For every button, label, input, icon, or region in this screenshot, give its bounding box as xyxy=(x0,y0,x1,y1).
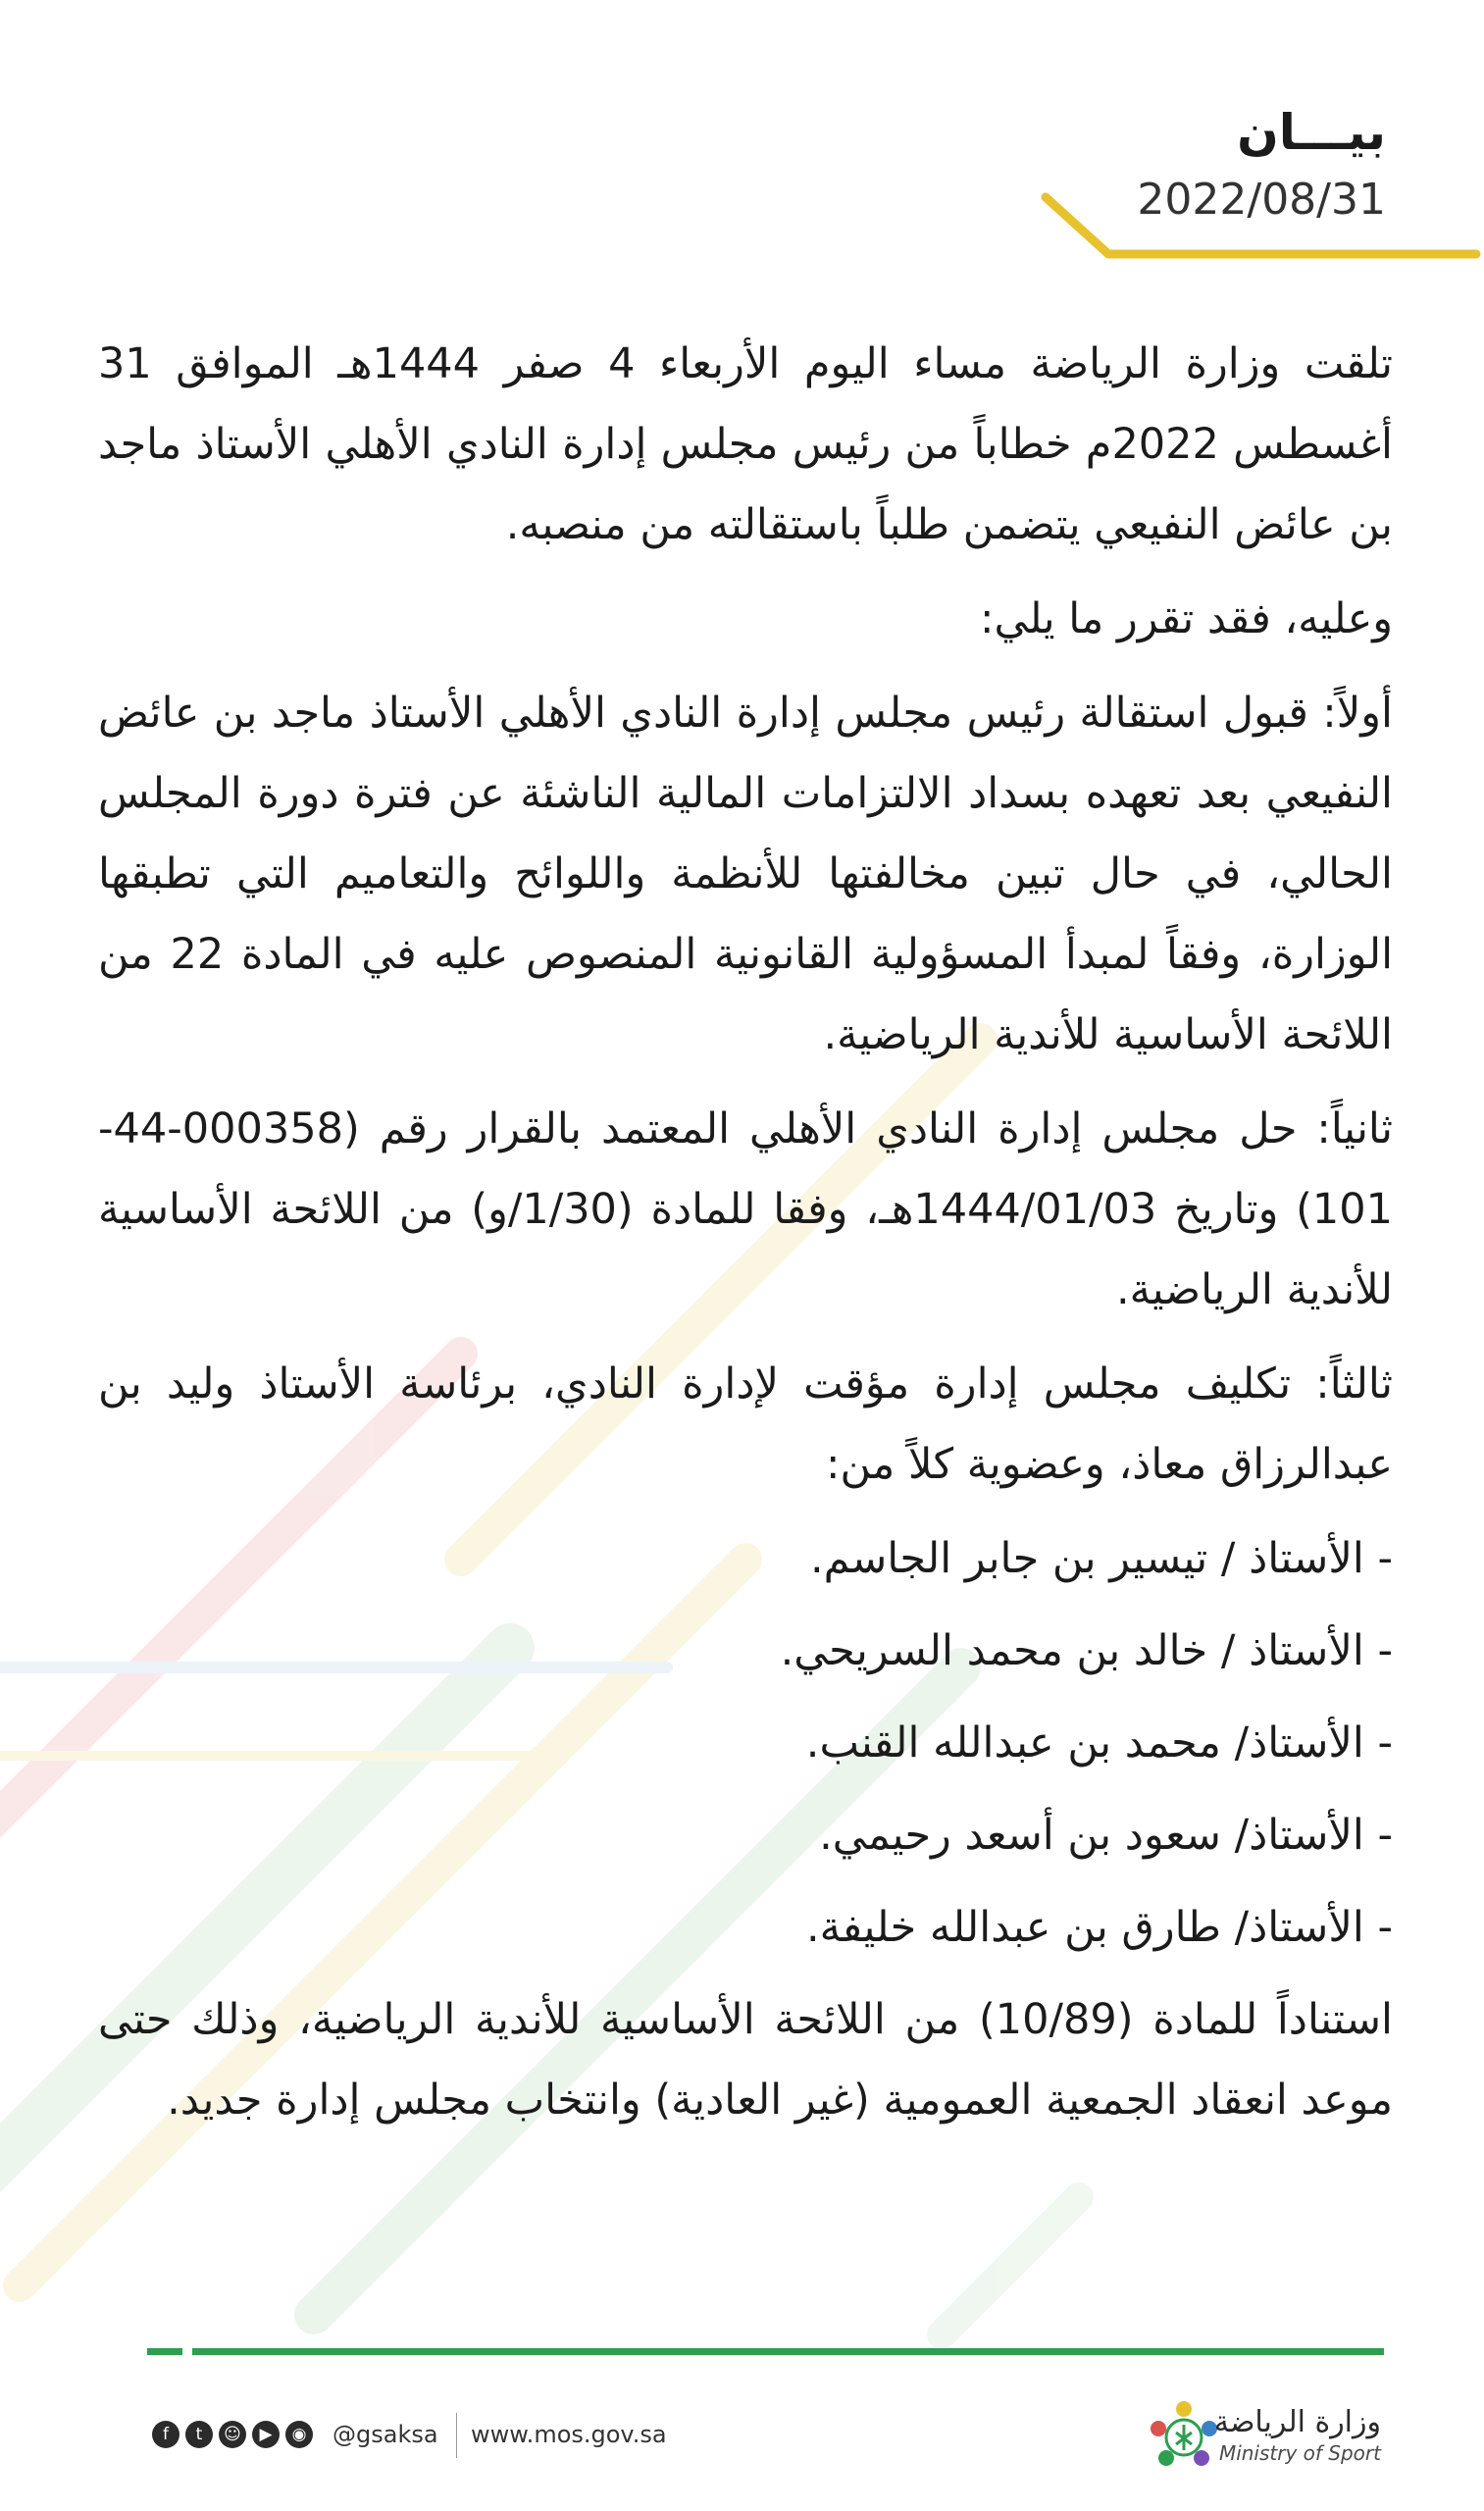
ministry-logo xyxy=(1214,2405,1381,2466)
decision-first: أولاً: قبول استقالة رئيس مجلس إدارة النادي الأهلي الأستاذ ماجد بن عائض النفيعي بعد تعهده بسداد الالتزامات المالية الناشئة عن فترة دورة المجلس الحالي، في حال تبين مخالفتها للأنظمة واللوائح والتعاميم التي تطبقها الوزارة، وفقاً لمبدأ المسؤولية القانونية المنصوص عليه في المادة 22 من اللائحة الأساسية للأندية الرياضية. xyxy=(98,689,1394,1059)
member-item: - الأستاذ/ طارق بن عبدالله خليفة. xyxy=(805,1903,1393,1952)
member-item: - الأستاذ/ سعود بن أسعد رحيمي. xyxy=(819,1811,1393,1860)
intro-paragraph: تلقت وزارة الرياضة مساء اليوم الأربعاء 4 صفر 1444هـ الموافق 31 أغسطس 2022م خطاباً من رئيس مجلس إدارة النادي الأهلي الأستاذ ماجد بن عائض النفيعي يتضمن طلباً باستقالته من منصبه. xyxy=(98,339,1393,549)
statement-title: بيـــان xyxy=(1237,104,1386,161)
footer xyxy=(0,2383,1484,2501)
facebook-icon[interactable]: f xyxy=(152,2421,179,2448)
footer-divider-short xyxy=(147,2348,182,2355)
decision-second: ثانياً: حل مجلس إدارة النادي الأهلي المعتمد بالقرار رقم (000358-44-101) وتاريخ 1444/01/03هـ، وفقا للمادة (1/30/و) من اللائحة الأساسية للأندية الرياضية. xyxy=(98,1104,1393,1314)
instagram-icon[interactable]: ◉ xyxy=(285,2421,313,2448)
social-handle[interactable]: @gsaksa xyxy=(333,2421,438,2448)
ministry-name-ar: وزارة الرياضة xyxy=(1213,2405,1381,2439)
decision-third: ثالثاً: تكليف مجلس إدارة مؤقت لإدارة النادي، برئاسة الأستاذ وليد بن عبدالرزاق معاذ، وعضوية كلاً من: xyxy=(98,1359,1393,1489)
statement-date: 2022/08/31 xyxy=(1137,175,1386,225)
ministry-name-en: Ministry of Sport xyxy=(1218,2441,1381,2465)
member-item: - الأستاذ / تيسير بن جابر الجاسم. xyxy=(809,1534,1393,1583)
accent-line xyxy=(1040,191,1481,260)
website-link[interactable]: www.mos.gov.sa xyxy=(471,2421,667,2448)
decision-intro: وعليه، فقد تقرر ما يلي: xyxy=(980,594,1393,643)
footer-divider xyxy=(192,2348,1384,2355)
closing-paragraph: استناداً للمادة (10/89) من اللائحة الأساسية للأندية الرياضية، وذلك حتى موعد انعقاد الجمعية العمومية (غير العادية) وانتخاب مجلس إدارة جديد. xyxy=(98,1995,1393,2125)
twitter-icon[interactable]: t xyxy=(185,2421,213,2448)
member-item: - الأستاذ/ محمد بن عبدالله القنب. xyxy=(805,1718,1393,1768)
youtube-icon[interactable]: ▶ xyxy=(252,2421,280,2448)
snapchat-icon[interactable]: ☺ xyxy=(219,2421,246,2448)
footer-separator xyxy=(456,2413,457,2458)
statement-body xyxy=(98,324,1393,2154)
social-links xyxy=(152,2421,438,2448)
member-item: - الأستاذ / خالد بن محمد السريحي. xyxy=(780,1626,1393,1675)
